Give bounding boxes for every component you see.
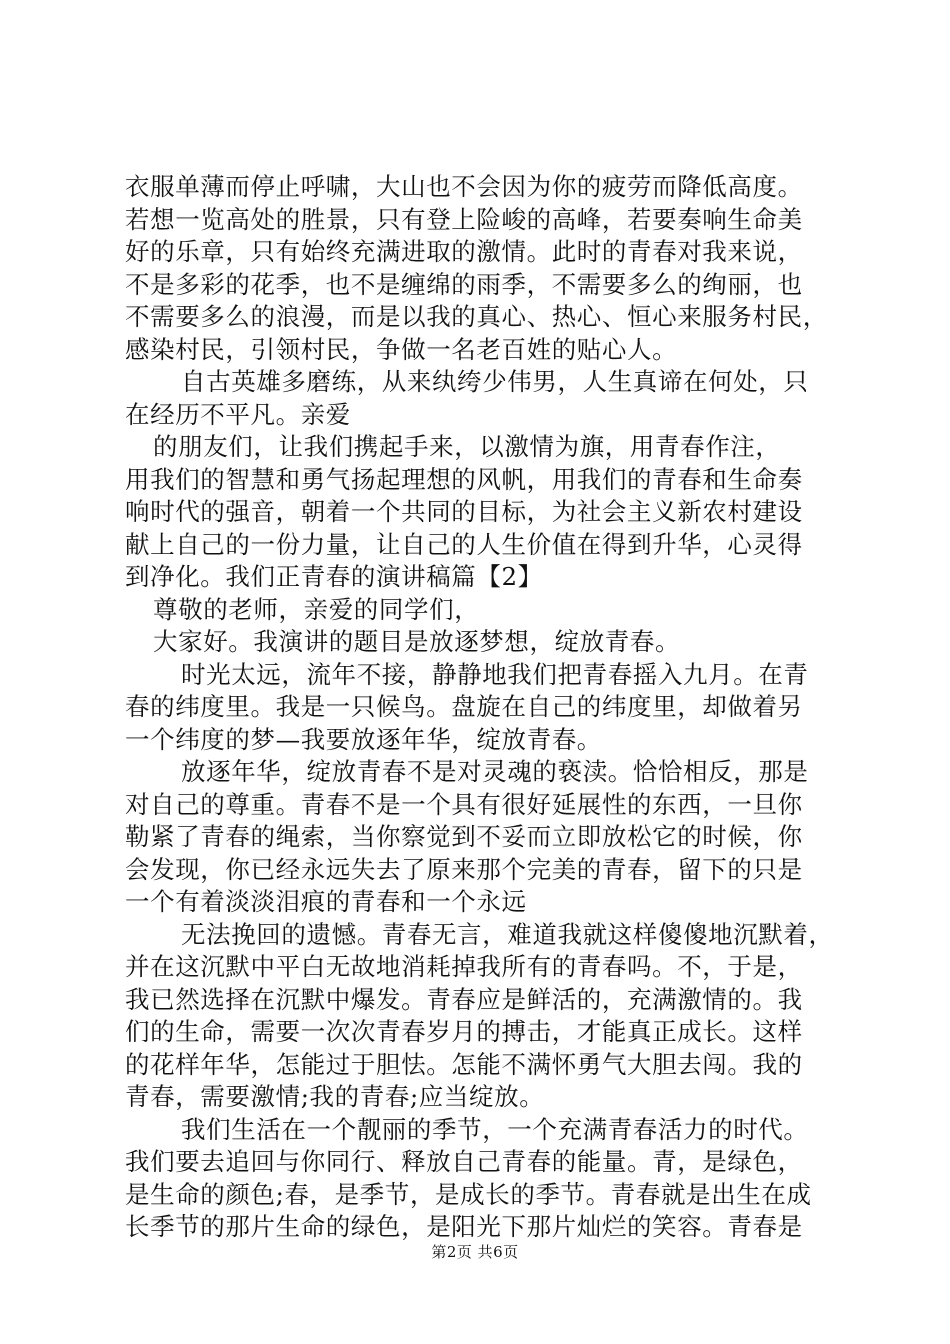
text-line: 时光太远，流年不接，静静地我们把青春摇入九月。在青	[181, 659, 809, 689]
text-line: 我们生活在一个靓丽的季节，一个充满青春活力的时代。	[181, 1114, 809, 1144]
text-line: 感染村民，引领村民，争做一名老百姓的贴心人。	[125, 334, 678, 364]
text-line: 我已然选择在沉默中爆发。青春应是鲜活的，充满激情的。我	[125, 984, 803, 1014]
text-line: 并在这沉默中平白无故地消耗掉我所有的青春吗。不，于是，	[125, 952, 803, 981]
text-line: 大家好。我演讲的题目是放逐梦想，绽放青春。	[153, 627, 681, 656]
text-line: 一个纬度的梦—我要放逐年华，绽放青春。	[125, 724, 602, 754]
text-line: 的花样年华，怎能过于胆怯。怎能不满怀勇气大胆去闯。我的	[125, 1049, 803, 1079]
text-line: 放逐年华，绽放青春不是对灵魂的亵渎。恰恰相反，那是	[181, 757, 809, 786]
text-line: 无法挽回的遗憾。青春无言，难道我就这样傻傻地沉默着，	[181, 919, 834, 949]
text-line: 献上自己的一份力量，让自己的人生价值在得到升华，心灵得	[125, 529, 803, 559]
text-line: 在经历不平凡。亲爱	[125, 399, 351, 429]
text-line: 不是多彩的花季，也不是缠绵的雨季，不需要多么的绚丽，也	[125, 269, 803, 299]
text-line: 勒紧了青春的绳索，当你察觉到不妥而立即放松它的时候，你	[125, 822, 803, 851]
text-line: 会发现，你已经永远失去了原来那个完美的青春，留下的只是	[125, 854, 803, 884]
text-line: 不需要多么的浪漫，而是以我的真心、热心、恒心来服务村民，	[125, 302, 828, 331]
text-line: 衣服单薄而停止呼啸，大山也不会因为你的疲劳而降低高度。	[125, 172, 803, 201]
text-line: 的朋友们，让我们携起手来，以激情为旗，用青春作注，	[153, 432, 781, 461]
text-line: 是生命的颜色;春，是季节，是成长的季节。青春就是出生在成	[125, 1179, 812, 1209]
text-line: 一个有着淡淡泪痕的青春和一个永远	[125, 887, 527, 916]
text-line: 春的纬度里。我是一只候鸟。盘旋在自己的纬度里，却做着另	[125, 692, 803, 721]
text-line: 若想一览高处的胜景，只有登上险峻的高峰，若要奏响生命美	[125, 204, 803, 234]
page-number-footer: 第2页 共6页	[431, 1243, 519, 1261]
text-line: 自古英雄多磨练，从来纨绔少伟男，人生真谛在何处，只	[181, 367, 809, 396]
text-line: 用我们的智慧和勇气扬起理想的风帆，用我们的青春和生命奏	[125, 464, 803, 494]
text-line: 们的生命，需要一次次青春岁月的搏击，才能真正成长。这样	[125, 1017, 803, 1046]
text-line: 响时代的强音，朝着一个共同的目标，为社会主义新农村建设	[125, 497, 803, 526]
text-line: 尊敬的老师，亲爱的同学们，	[153, 594, 480, 624]
text-line: 长季节的那片生命的绿色，是阳光下那片灿烂的笑容。青春是	[125, 1212, 803, 1241]
document-body	[125, 171, 837, 1244]
text-line: 对自己的尊重。青春不是一个具有很好延展性的东西，一旦你	[125, 789, 803, 819]
text-line: 好的乐章，只有始终充满进取的激情。此时的青春对我来说，	[125, 237, 803, 266]
text-line: 到净化。我们正青春的演讲稿篇【2】	[125, 562, 543, 591]
text-line: 我们要去追回与你同行、释放自己青春的能量。青，是绿色，	[125, 1147, 803, 1176]
text-line: 青春，需要激情;我的青春;应当绽放。	[125, 1082, 545, 1111]
